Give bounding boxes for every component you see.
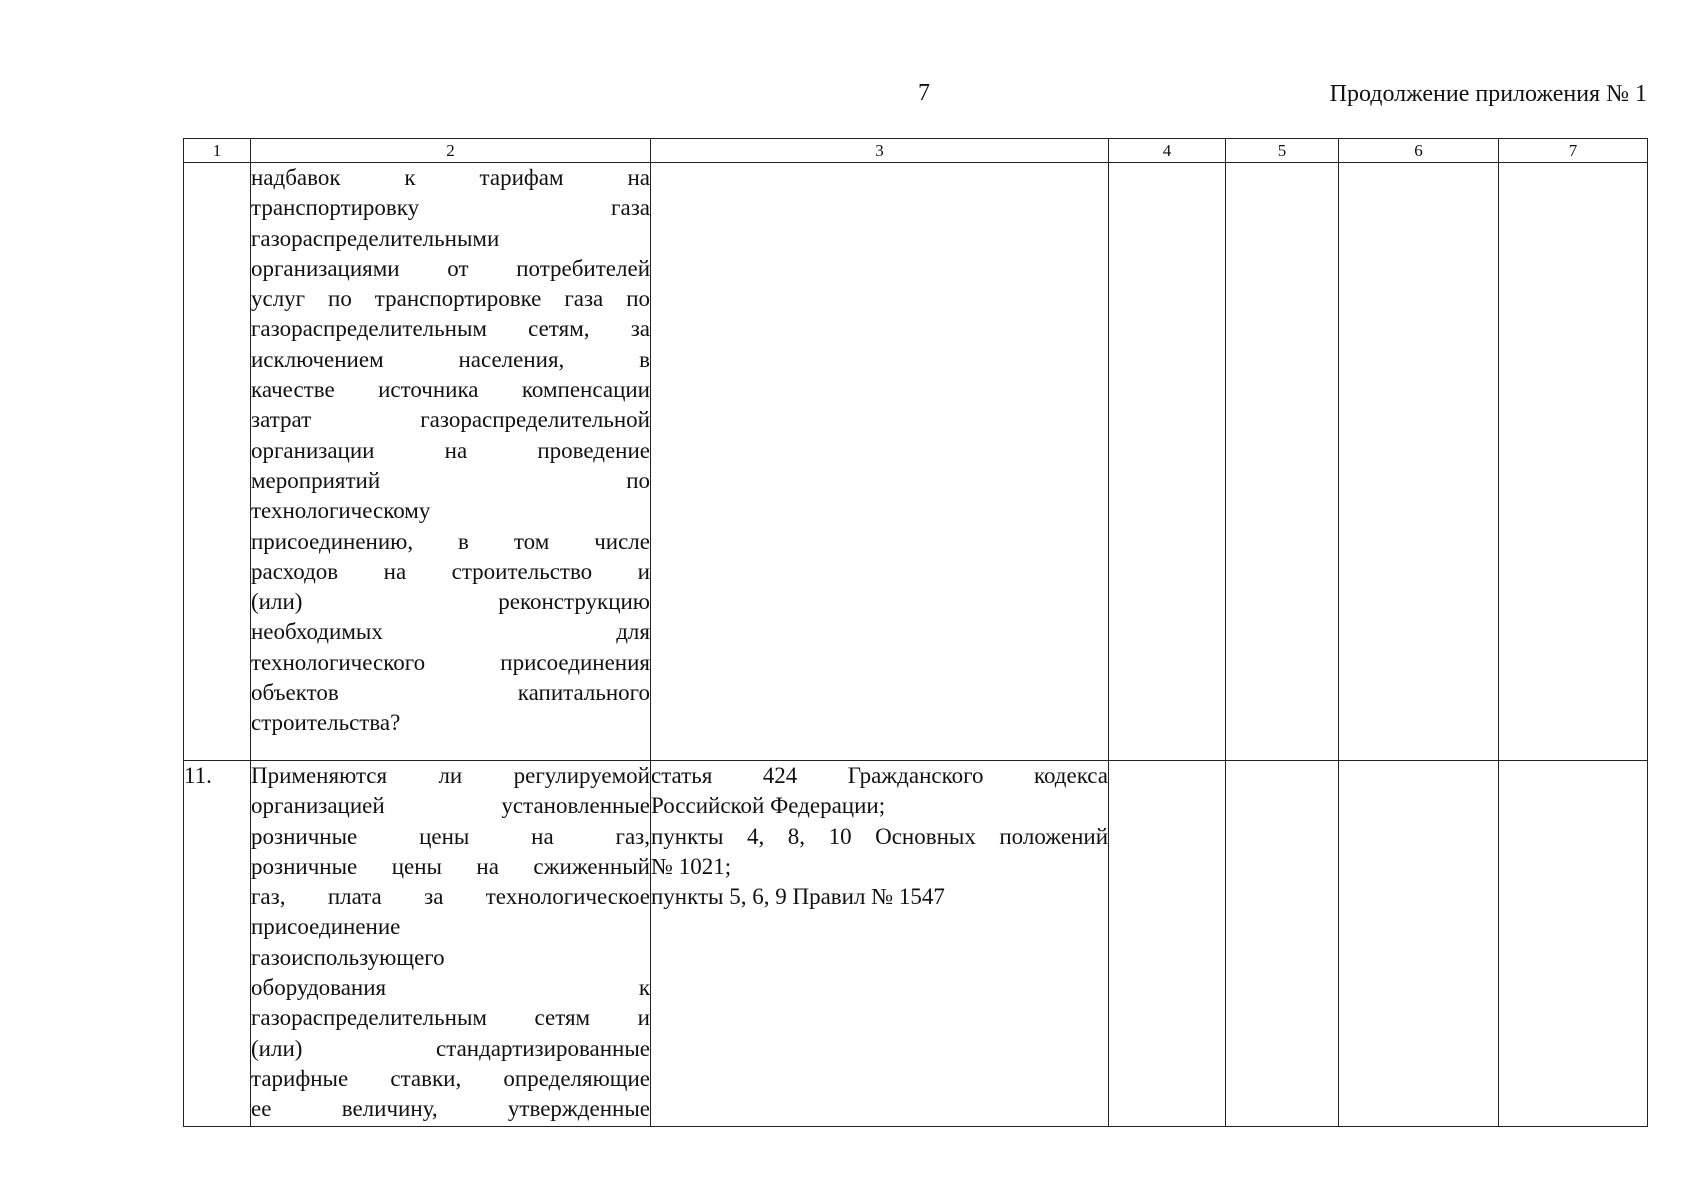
text-line: Российской Федерации; xyxy=(651,793,886,819)
text-line: розничные цены на газ, xyxy=(251,823,650,849)
column-number: 4 xyxy=(1109,139,1226,163)
column-number: 6 xyxy=(1339,139,1499,163)
page-caption: Продолжение приложения № 1 xyxy=(1329,81,1647,107)
text-line: необходимых для xyxy=(251,619,650,645)
legal-basis-cell xyxy=(651,163,1109,761)
answer-no-cell xyxy=(1226,163,1339,761)
note-cell xyxy=(1499,761,1648,1127)
text-line: организациями от потребителей xyxy=(251,255,650,281)
legal-basis-cell xyxy=(651,761,1109,1127)
answer-yes-cell xyxy=(1109,761,1226,1127)
text-line: пункты 4, 8, 10 Основных положений xyxy=(651,823,1108,849)
not-applicable-cell xyxy=(1339,761,1499,1127)
text-line: технологического присоединения xyxy=(251,649,650,675)
text-line: организации на проведение xyxy=(251,437,650,463)
answer-no-cell xyxy=(1226,761,1339,1127)
note-cell xyxy=(1499,163,1648,761)
not-applicable-cell xyxy=(1339,163,1499,761)
text-line: расходов на строительство и xyxy=(251,558,650,584)
text-line: оборудования к xyxy=(251,975,650,1001)
text-line: качестве источника компенсации xyxy=(251,377,650,403)
text-line: газораспределительными xyxy=(251,225,500,251)
question-cell xyxy=(251,761,651,1127)
answer-yes-cell xyxy=(1109,163,1226,761)
text-line: Применяются ли регулируемой xyxy=(251,763,650,788)
column-number: 3 xyxy=(651,139,1109,163)
text-line: ее величину, утвержденные xyxy=(251,1096,650,1122)
text-line: газораспределительным сетям, за xyxy=(251,316,650,342)
text-line: транспортировку газа xyxy=(251,195,650,221)
row-number-cell xyxy=(184,163,251,761)
row-number-cell: 11. xyxy=(184,761,251,1127)
column-number: 5 xyxy=(1226,139,1339,163)
text-line: газ, плата за технологическое xyxy=(251,884,650,910)
text-line: розничные цены на сжиженный xyxy=(251,853,650,879)
text-line: затрат газораспределительной xyxy=(251,407,650,433)
text-line: технологическому xyxy=(251,498,431,524)
text-line: объектов капитального xyxy=(251,680,650,706)
text-line: организацией установленные xyxy=(251,793,650,819)
text-line: тарифные ставки, определяющие xyxy=(251,1065,650,1091)
text-line: услуг по транспортировке газа по xyxy=(251,286,650,312)
text-line: № 1021; xyxy=(651,853,732,879)
text-line: (или) реконструкцию xyxy=(251,589,650,615)
column-number-row xyxy=(184,139,1648,163)
text-line: присоединение xyxy=(251,914,401,940)
text-line: газораспределительным сетям и xyxy=(251,1005,650,1031)
question-cell xyxy=(251,163,651,761)
column-number: 1 xyxy=(184,139,251,163)
table-row-continued xyxy=(184,163,1648,761)
text-line: (или) стандартизированные xyxy=(251,1035,650,1061)
text-line: присоединению, в том числе xyxy=(251,528,650,554)
text-line: мероприятий по xyxy=(251,467,650,493)
text-line: пункты 5, 6, 9 Правил № 1547 xyxy=(651,884,945,910)
page-number: 7 xyxy=(918,80,930,106)
text-line: газоиспользующего xyxy=(251,944,445,970)
column-number: 7 xyxy=(1499,139,1648,163)
column-number: 2 xyxy=(251,139,651,163)
text-line: статья 424 Гражданского кодекса xyxy=(651,763,1108,788)
table-row xyxy=(184,761,1648,1127)
text-line: исключением населения, в xyxy=(251,346,650,372)
text-line: надбавок к тарифам на xyxy=(251,165,650,190)
text-line: строительства? xyxy=(251,710,401,736)
requirements-table xyxy=(183,138,1648,1127)
